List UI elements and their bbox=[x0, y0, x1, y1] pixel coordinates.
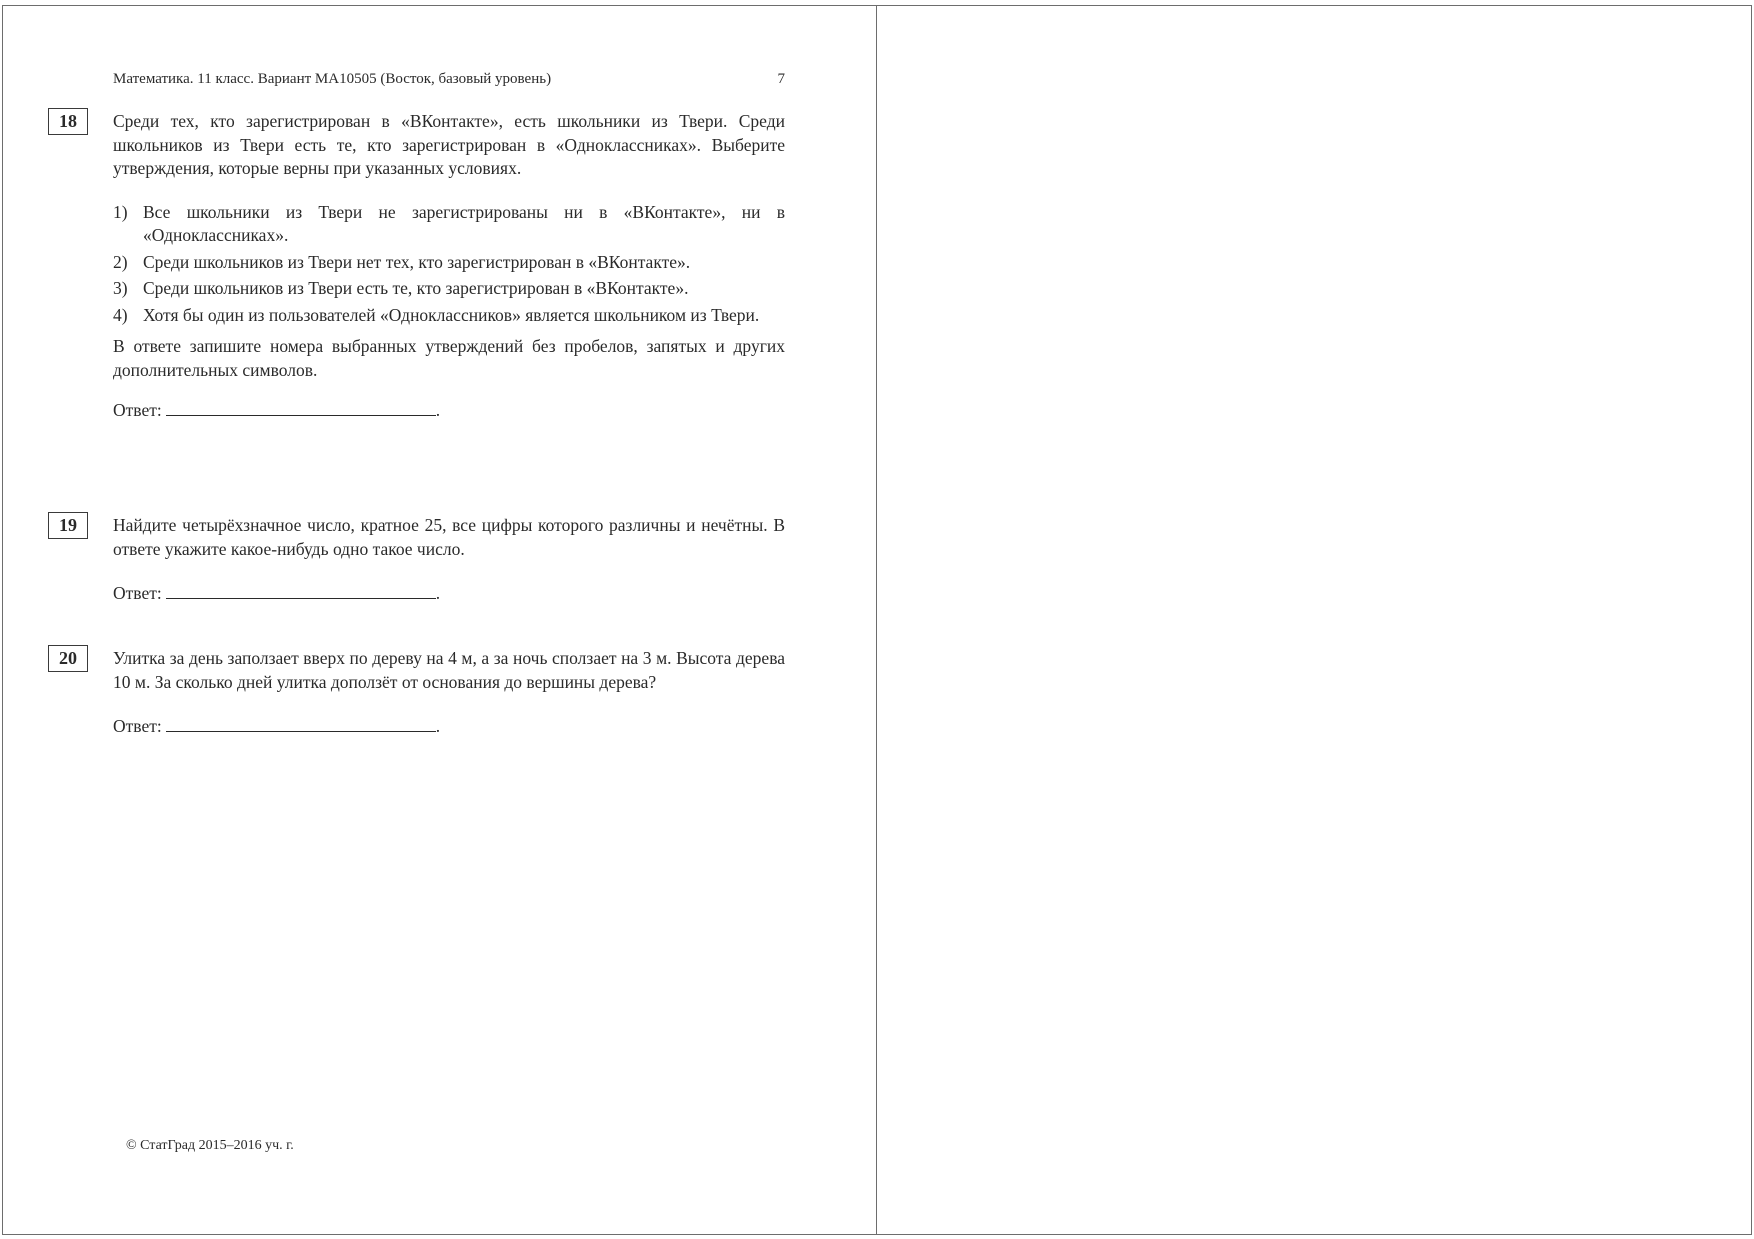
answer-row bbox=[113, 714, 785, 739]
task-body bbox=[113, 647, 785, 739]
answer-label: Ответ: bbox=[113, 583, 162, 603]
task-number-box: 18 bbox=[48, 108, 88, 135]
option-list bbox=[113, 201, 785, 328]
task-body bbox=[113, 514, 785, 606]
task-text: Среди тех, кто зарегистрирован в «ВКонтакте», есть школьники из Твери. Среди школьников из Твери есть те, кто зарегистрирован в «Одноклассниках». Выберите утверждения, которые верны при указанных условиях. bbox=[113, 111, 785, 178]
task-text: Улитка за день заползает вверх по дереву на 4 м, а за ночь сползает на 3 м. Высота дерева 10 м. За сколько дней улитка доползёт от основания до вершины дерева? bbox=[113, 648, 785, 692]
option-number: 3) bbox=[113, 278, 128, 298]
option-text: Среди школьников из Твери нет тех, кто зарегистрирован в «ВКонтакте». bbox=[143, 251, 691, 272]
answer-label: Ответ: bbox=[113, 716, 162, 736]
option-item bbox=[113, 201, 785, 248]
answer-end: . bbox=[435, 400, 441, 420]
option-text: Хотя бы один из пользователей «Одноклассников» является школьником из Твери. bbox=[143, 304, 760, 325]
page-header bbox=[113, 69, 785, 89]
task-number-box: 19 bbox=[48, 512, 88, 539]
task-number-box: 20 bbox=[48, 645, 88, 672]
task-body bbox=[113, 110, 785, 423]
page-number: 7 bbox=[777, 71, 785, 87]
answer-instructions: В ответе запишите номера выбранных утверждений без пробелов, запятых и других дополнительных символов. bbox=[113, 336, 785, 380]
answer-field[interactable] bbox=[166, 581, 436, 599]
copyright-footer: © СтатГрад 2015–2016 уч. г. bbox=[126, 1138, 294, 1153]
option-item bbox=[113, 277, 785, 301]
answer-end: . bbox=[435, 583, 441, 603]
header-title: Математика. 11 класс. Вариант МА10505 (Восток, базовый уровень) bbox=[113, 71, 552, 87]
option-item bbox=[113, 251, 785, 275]
right-page-blank bbox=[877, 0, 1753, 1239]
answer-end: . bbox=[435, 716, 441, 736]
option-text: Среди школьников из Твери есть те, кто зарегистрирован в «ВКонтакте». bbox=[143, 278, 689, 298]
option-text: Все школьники из Твери не зарегистрированы ни в «ВКонтакте», ни в «Одноклассниках». bbox=[143, 201, 785, 245]
option-item bbox=[113, 304, 785, 328]
answer-field[interactable] bbox=[166, 398, 436, 416]
answer-field[interactable] bbox=[166, 714, 436, 732]
answer-row bbox=[113, 581, 785, 606]
option-number: 1) bbox=[113, 201, 128, 222]
option-number: 4) bbox=[113, 304, 128, 325]
answer-row bbox=[113, 398, 785, 423]
answer-label: Ответ: bbox=[113, 400, 162, 420]
option-number: 2) bbox=[113, 251, 128, 272]
left-page bbox=[0, 0, 876, 1239]
task-text: Найдите четырёхзначное число, кратное 25, все цифры которого различны и нечётны. В ответе укажите какое-нибудь одно такое число. bbox=[113, 515, 785, 559]
